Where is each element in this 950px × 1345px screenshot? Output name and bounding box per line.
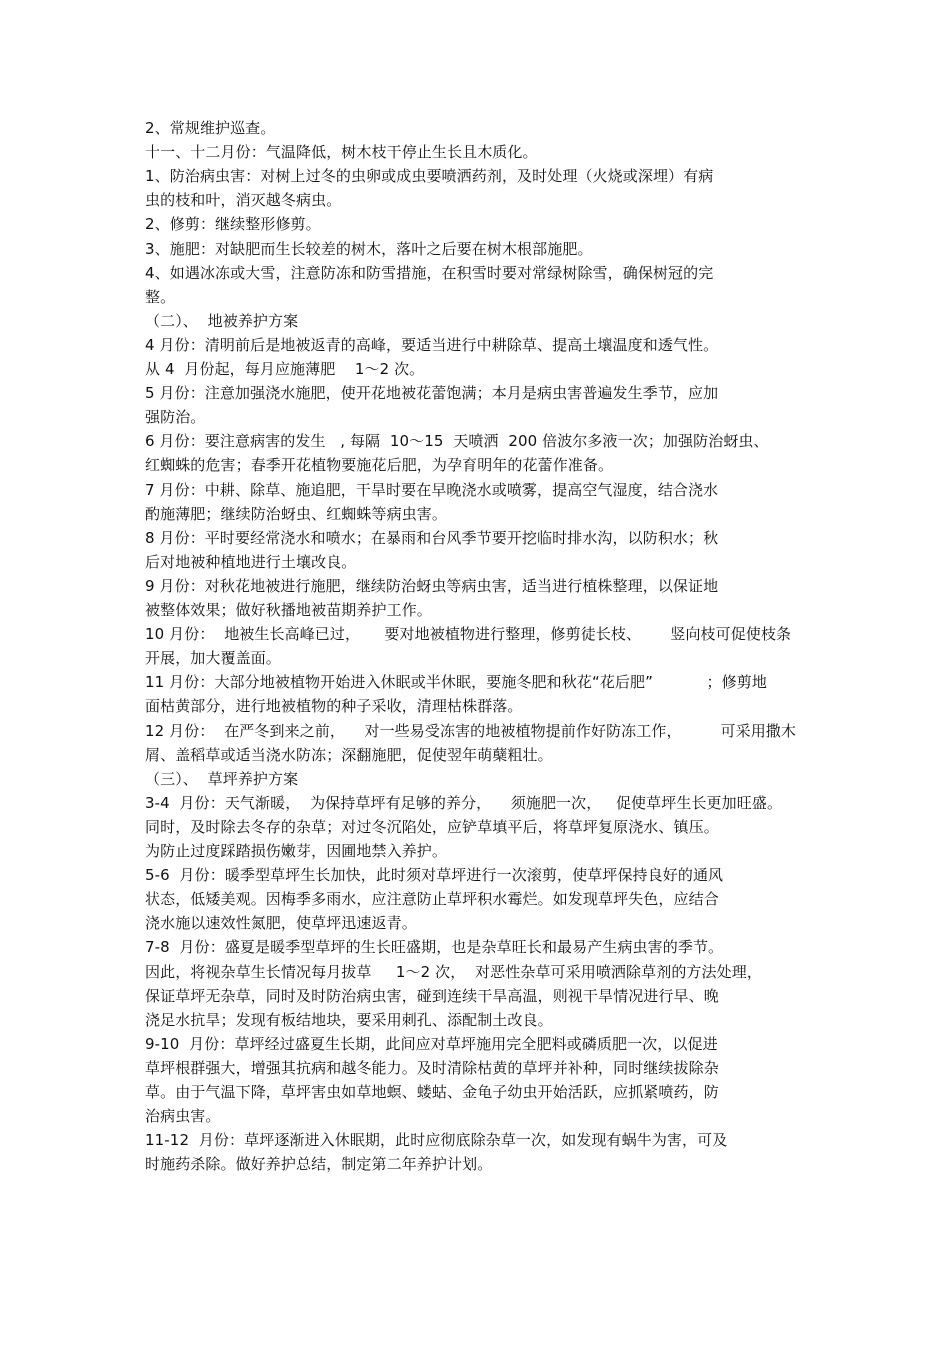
text-line: 屑、盖稻草或适当浇水防冻；深翻施肥，促使翌年萌蘖粗壮。	[145, 745, 553, 764]
text-line: 治病虫害。	[145, 1107, 221, 1126]
text-line: 强防治。	[145, 408, 206, 427]
text-line: 开展，加大覆盖面。	[145, 649, 281, 668]
text-line: 保证草坪无杂草，同时及时防治病虫害，碰到连续干旱高温，则视干旱情况进行早、晚	[145, 986, 719, 1005]
text-line: 3、施肥：对缺肥而生长较差的树木，落叶之后要在树木根部施肥。	[145, 239, 593, 258]
text-line: 时施药杀除。做好养护总结，制定第二年养护计划。	[145, 1155, 493, 1174]
text-line: 草坪根群强大，增强其抗病和越冬能力。及时清除枯黄的草坪并补种，同时继续拔除杂	[145, 1058, 719, 1077]
text-line: 11-12 月份：草坪逐渐进入休眠期，此时应彻底除杂草一次，如发现有蜗牛为害，可及	[145, 1131, 728, 1150]
text-line: 10 月份： 地被生长高峰已过， 要对地被植物进行整理，修剪徒长枝、 竖向枝可促使枝条	[145, 625, 792, 644]
text-line: 浇足水抗旱；发现有板结地块，要采用刺孔、添配制土改良。	[145, 1010, 553, 1029]
text-line: 6 月份：要注意病害的发生 , 每隔 10～15 天喷洒 200 倍波尔多液一次；加强防治蚜虫、	[145, 432, 769, 451]
text-line: 1、防治病虫害：对树上过冬的虫卵或成虫要喷洒药剂，及时处理（火烧或深埋）有病	[145, 167, 714, 186]
text-line: 4 月份：清明前后是地被返青的高峰，要适当进行中耕除草、提高土壤温度和透气性。	[145, 335, 719, 354]
text-line: 红蜘蛛的危害；春季开花植物要施花后肥，为孕育明年的花蕾作准备。	[145, 456, 614, 475]
text-line: 从 4 月份起，每月应施薄肥 1～2 次。	[145, 360, 425, 378]
text-line: 2、常规维护巡查。	[145, 119, 276, 137]
text-line: 3-4 月份：天气渐暖， 为保持草坪有足够的养分， 须施肥一次， 促使草坪生长更加旺盛。	[145, 793, 783, 812]
text-line: 7 月份：中耕、除草、施追肥，干旱时要在早晚浇水或喷雾，提高空气湿度，结合浇水	[145, 480, 719, 499]
text-line: 12 月份： 在严冬到来之前， 对一些易受冻害的地被植物提前作好防冻工作， 可采用撒木	[145, 721, 797, 740]
text-line: 2、修剪：继续整形修剪。	[145, 215, 321, 234]
text-line: 草。由于气温下降，草坪害虫如草地螟、蝼蛄、金龟子幼虫开始活跃，应抓紧喷药，防	[145, 1083, 719, 1101]
section-heading-lawn: （三）、 草坪养护方案	[145, 769, 299, 788]
text-line: 5-6 月份：暖季型草坪生长加快，此时须对草坪进行一次滚剪，使草坪保持良好的通风	[145, 866, 724, 885]
text-line: 状态，低矮美观。因梅季多雨水，应注意防止草坪积水霉烂。如发现草坪失色，应结合	[145, 890, 719, 909]
text-line: 因此，将视杂草生长情况每月拔草 1～2 次， 对恶性杂草可采用喷洒除草剂的方法处理，	[145, 962, 762, 981]
text-line: 为防止过度踩踏损伤嫩芽，因圃地禁入养护。	[145, 842, 448, 860]
text-line: 虫的枝和叶，消灭越冬病虫。	[145, 191, 342, 210]
text-line: 整。	[145, 287, 176, 306]
text-line: 4、如遇冰冻或大雪，注意防冻和防雪措施，在积雪时要对常绿树除雪，确保树冠的完	[145, 263, 714, 282]
text-line: 面枯黄部分，进行地被植物的种子采收，清理枯株群落。	[145, 697, 523, 716]
text-line: 同时，及时除去冬存的杂草；对过冬沉陷处，应铲草填平后，将草坪复原浇水、镇压。	[145, 817, 719, 836]
text-line: 浇水施以速效性氮肥，使草坪迅速返青。	[145, 914, 417, 933]
text-line: 9 月份：对秋花地被进行施肥，继续防治蚜虫等病虫害，适当进行植株整理，以保证地	[145, 576, 719, 595]
text-line: 后对地被种植地进行土壤改良。	[145, 552, 357, 571]
text-line: 酌施薄肥；继续防治蚜虫、红蜘蛛等病虫害。	[145, 504, 448, 523]
text-line: 7-8 月份：盛夏是暖季型草坪的生长旺盛期，也是杂草旺长和最易产生病虫害的季节。	[145, 938, 724, 957]
text-line: 被整体效果；做好秋播地被苗期养护工作。	[145, 601, 432, 619]
text-line: 9-10 月份：草坪经过盛夏生长期，此间应对草坪施用完全肥料或磷质肥一次，以促进	[145, 1034, 718, 1053]
text-line: 11 月份：大部分地被植物开始进入休眠或半休眠，要施冬肥和秋花“花后肥” ；修剪地	[145, 673, 767, 692]
section-heading-groundcover: （二）、 地被养护方案	[145, 311, 299, 330]
text-line: 5 月份：注意加强浇水施肥，使开花地被花蕾饱满；本月是病虫害普遍发生季节，应加	[145, 384, 719, 403]
text-line: 8 月份：平时要经常浇水和喷水；在暴雨和台风季节要开挖临时排水沟，以防积水；秋	[145, 528, 719, 547]
text-line: 十一、十二月份：气温降低，树木枝干停止生长且木质化。	[145, 143, 538, 162]
